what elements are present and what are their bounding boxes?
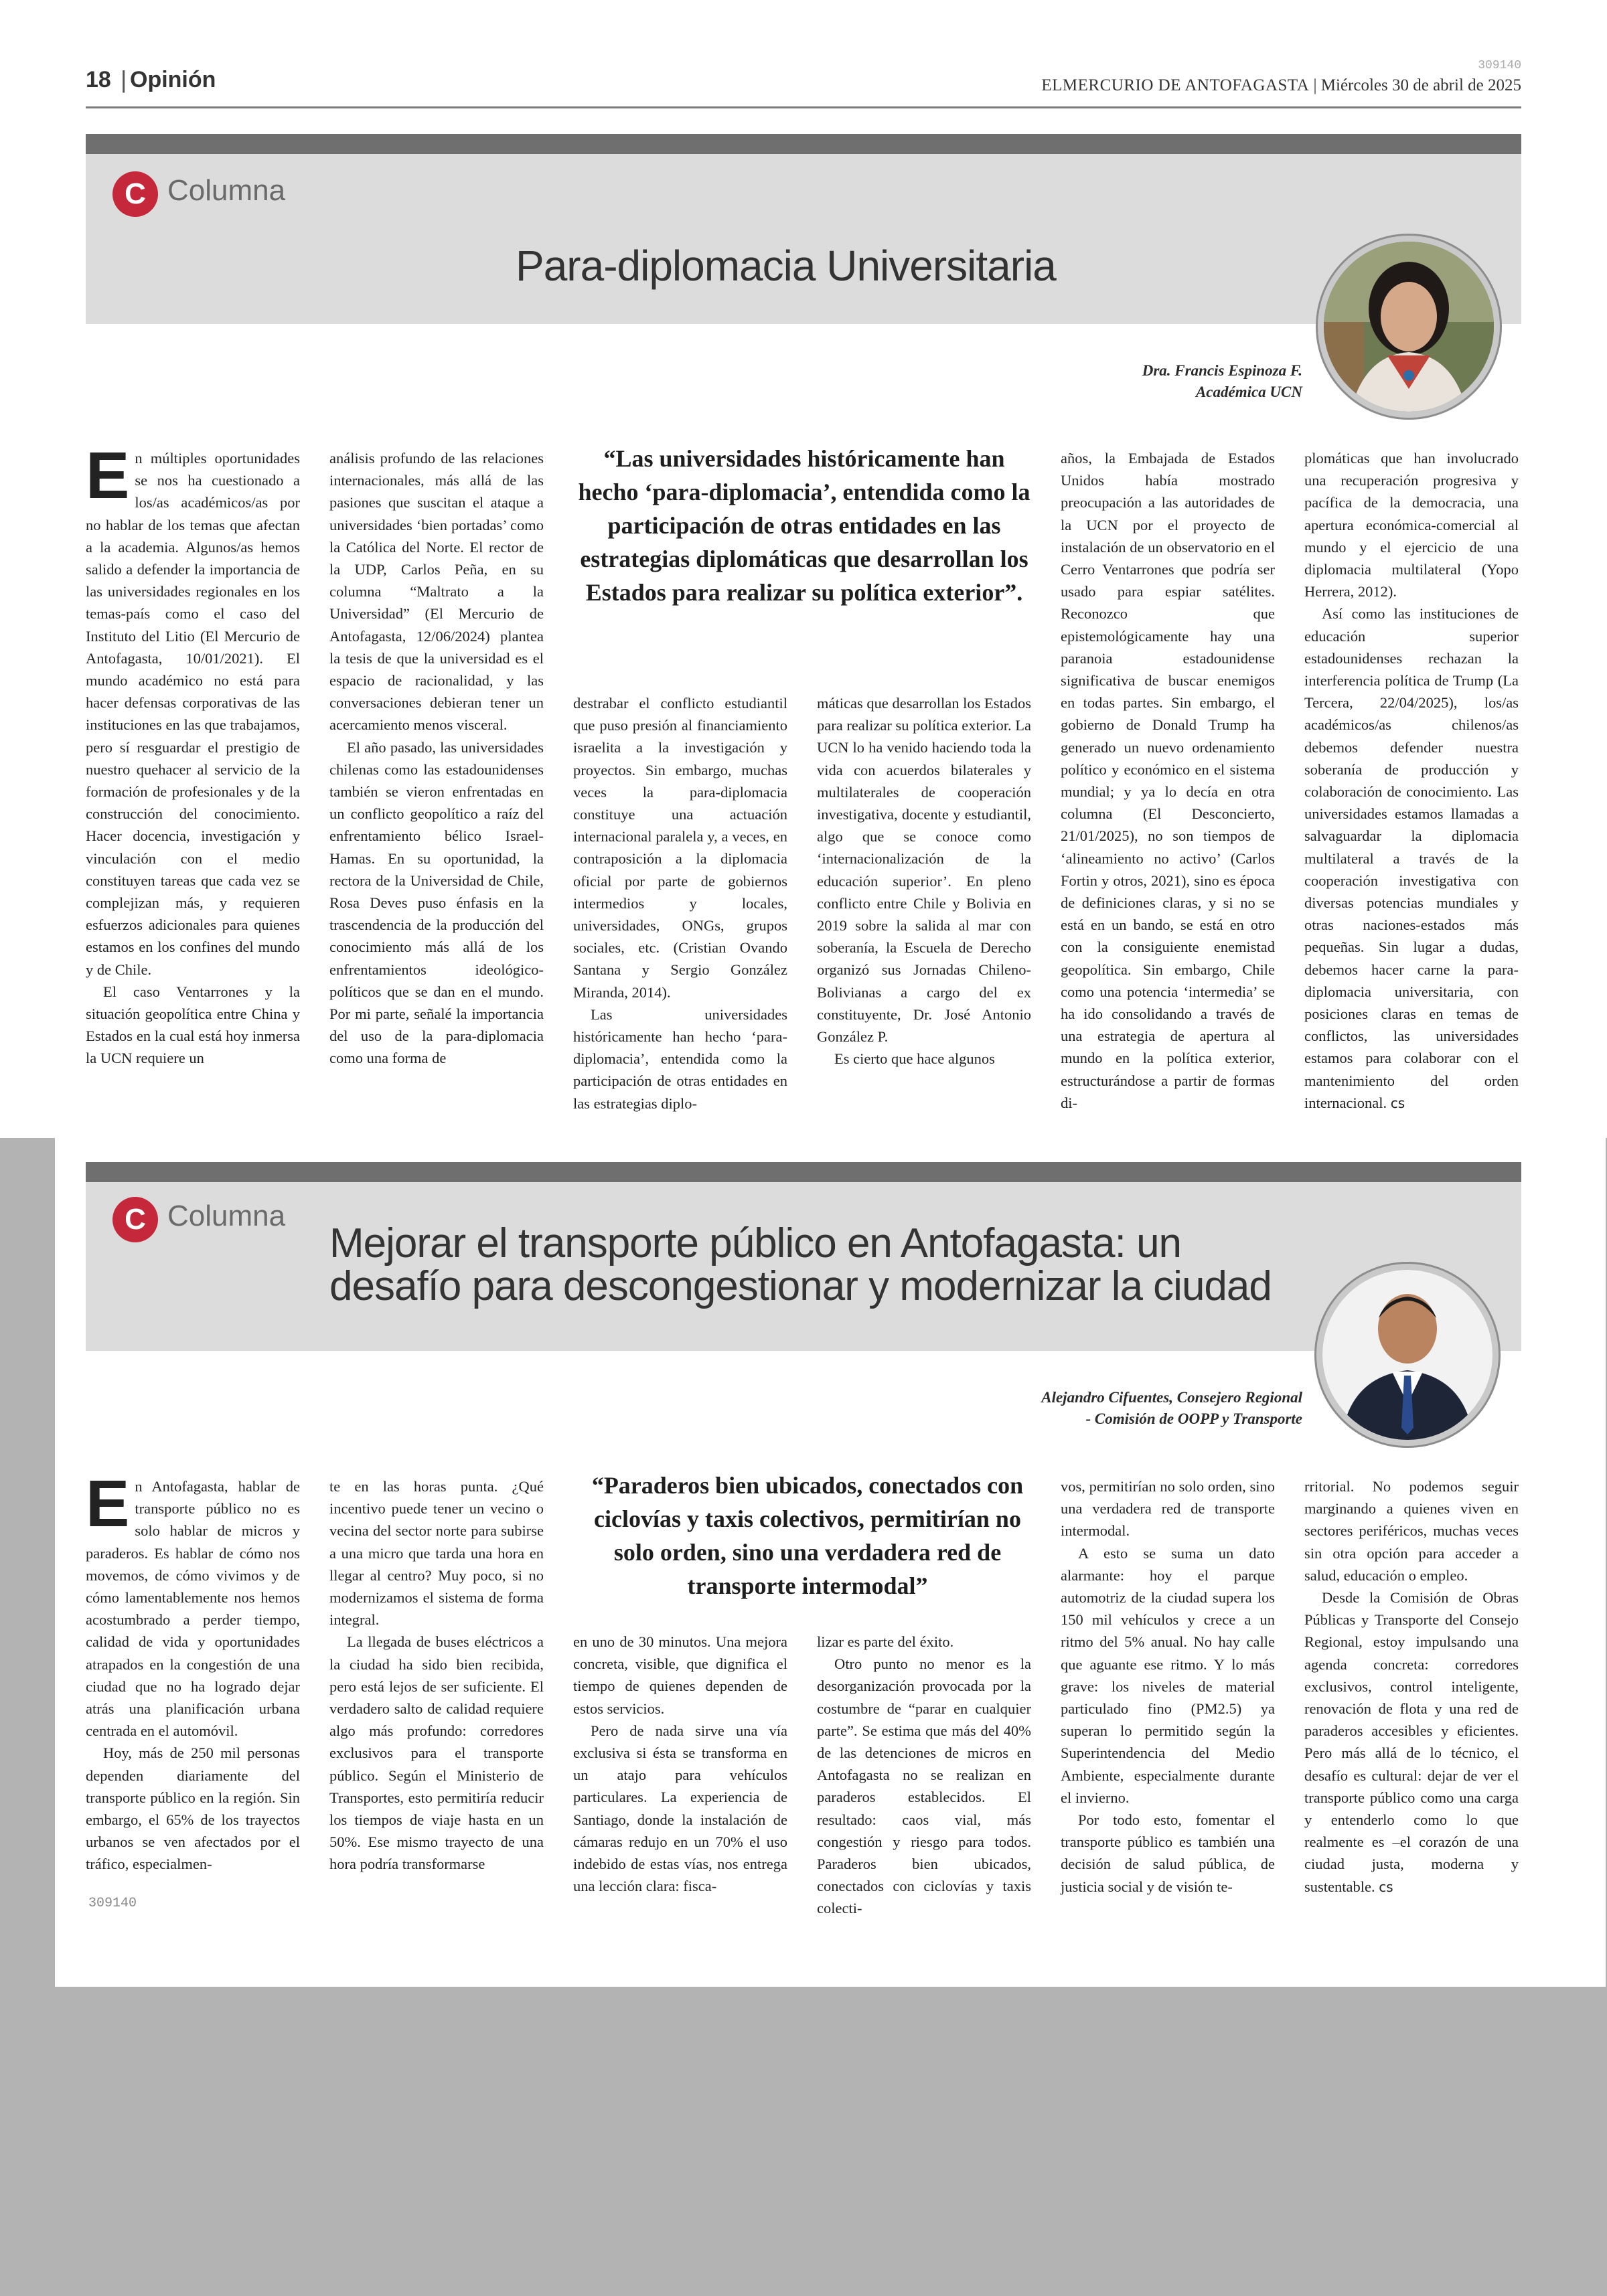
article2-column-3 — [573, 1631, 787, 1897]
article2-pullquote: “Paraderos bien ubicados, conectados con ciclovías y taxis colectivos, permitirían no solo orden, sino una verdadera red de transporte intermodal” — [591, 1472, 1024, 1599]
paragraph: El año pasado, las universidades chilenas como las estadounidenses también se vieron enfrentadas en un conflicto geopolítico a raíz del enfrentamiento bélico Israel-Hamas. En su oportunidad, la rectora de la Universidad de Chile, Rosa Deves puso énfasis en la trascendencia de la producción del conocimiento más allá de los enfrentamientos ideológico-políticos que se dan en el mundo. Por mi parte, señalé la importancia del uso de la para-diplomacia como una forma de — [329, 738, 544, 1067]
paragraph: Por todo esto, fomentar el transporte público es también una decisión de salud pública, de justicia social y de visión te- — [1061, 1811, 1275, 1895]
article2-column-6 — [1304, 1475, 1519, 1898]
title-band-bar — [86, 134, 1521, 154]
author-role: Académica UCN — [1195, 384, 1302, 400]
paragraph: vos, permitirían no solo orden, sino una verdadera red de transporte intermodal. — [1061, 1478, 1275, 1540]
article2-title — [329, 1222, 1272, 1308]
author-portrait-2 — [1316, 1264, 1499, 1446]
footer-serial: 309140 — [88, 1896, 137, 1911]
dropcap: E — [86, 1467, 130, 1540]
paragraph: plomáticas que han involucrado una recuperación progresiva y pacífica de la democracia, una apertura económica-comercial al mundo y el ejercicio de una diplomacia multilateral (Yopo Herrera, 2012). — [1304, 450, 1519, 600]
article2-title-band — [86, 1162, 1521, 1351]
article2-column-5 — [1061, 1475, 1275, 1898]
author-name: Dra. Francis Espinoza F. — [1142, 362, 1302, 379]
paragraph-text: Así como las instituciones de educación superior estadounidenses rechazan la interferencia política de Trump (La Tercera, 22/04/2025), los/as académicos/as chilenos/as debemos defender nuestra soberanía de producción y colaboración de conocimiento. Las universidades estamos llamadas a salvaguardar la diplomacia multilateral a través de la cooperación investigativa con diversas potencias mundiales y otras naciones-estados más pequeñas. Sin lugar a dudas, debemos hacer carne la para-diplomacia universitaria, con posiciones claras en temas de conflictos, las universidades estamos para colaborar con el mantenimiento del orden internacional. — [1304, 605, 1519, 1111]
publication-line — [1041, 76, 1521, 95]
paragraph: análisis profundo de las relaciones internacionales, más allá de las pasiones que suscitan el ataque a universidades ‘bien portadas’ como la Católica del Norte. El rector de la UDP, Carlos Peña, en su columna “Maltrato a la Universidad” (El Mercurio de Antofagasta, 12/06/2024) plantea la tesis de que la universidad es el espacio de racionalidad, y las conversaciones debieran tener un acercamiento menos visceral. — [329, 450, 544, 734]
paragraph: Otro punto no menor es la desorganización provocada por la costumbre de “parar en cualquier parte”. Se estima que más del 40% de las detenciones de micros en Antofagasta no se realizan en paraderos establecidos. El resultado: caos vial, más congestión y riesgo para todos. Paraderos bien ubicados, conectados con ciclovías y taxis colecti- — [817, 1655, 1031, 1917]
end-mark-icon: cs — [1379, 1878, 1393, 1895]
article1-byline — [1142, 360, 1302, 403]
column-label: Columna — [167, 1200, 286, 1232]
page-number: 18 — [86, 67, 111, 92]
paragraph — [86, 438, 300, 981]
article1-column-1 — [86, 438, 300, 1070]
paragraph: La llegada de buses eléctricos a la ciudad ha sido bien recibida, pero está lejos de ser suficiente. El verdadero salto de calidad requiere algo más profundo: corredores exclusivos para el transporte público. Según el Ministerio de Transportes, esto permitiría reducir los tiempos de viaje hasta en un 50%. Ese mismo trayecto de una hora podría transformarse — [329, 1633, 544, 1873]
publication-date: | Miércoles 30 de abril de 2025 — [1313, 76, 1521, 94]
article2-title-line-2: desafío para descongestionar y modernizar la ciudad — [329, 1263, 1272, 1309]
article1-column-4 — [817, 692, 1031, 1070]
article1-title-band — [86, 134, 1521, 324]
dropcap: E — [86, 438, 130, 512]
portrait-man-icon — [1322, 1270, 1493, 1440]
article2-column-4 — [817, 1631, 1031, 1920]
article1-column-2 — [329, 447, 544, 1070]
column-badge-icon: C — [112, 1197, 158, 1242]
author-role: - Comisión de OOPP y Transporte — [1085, 1410, 1302, 1427]
article1-column-6 — [1304, 447, 1519, 1115]
paragraph: en uno de 30 minutos. Una mejora concreta, visible, que dignifica el tiempo de quienes dependen de estos servicios. — [573, 1633, 787, 1717]
header-separator: | — [121, 66, 127, 93]
paragraph: Pero de nada sirve una vía exclusiva si ésta se transforma en un atajo para vehículos particulares. La experiencia de Santiago, donde la instalación de cámaras redujo en un 70% el uso indebido de estas vías, nos entrega una lección clara: fisca- — [573, 1722, 787, 1895]
article1-column-3 — [573, 692, 787, 1115]
paragraph: Las universidades históricamente han hecho ‘para-diplomacia’, entendida como la participación de otras entidades en las estrategias diplo- — [573, 1005, 787, 1112]
article2-column-1 — [86, 1467, 300, 1876]
paragraph — [1304, 602, 1519, 1115]
column-badge-icon: C — [112, 171, 158, 217]
paragraph: destrabar el conflicto estudiantil que puso presión al financiamiento israelita a la investigación y proyectos. Sin embargo, muchas veces la para-diplomacia constituye una actuación internacional paralela y, a veces, en contraposición a la diplomacia oficial por parte de gobiernos intermedios y locales, universidades, ONGs, grupos sociales, etc. (Cristian Ovando Santana y Sergio González Miranda, 2014). — [573, 695, 787, 1001]
paragraph-text: n Antofagasta, hablar de transporte público no es solo hablar de micros y paraderos. Es hablar de cómo nos movemos, de cómo vivimos y de cómo lamentablemente nos hemos acostumbrado a perder tiempo, calidad de vida y oportunidades atrapados en la congestión de una ciudad que no ha logrado dejar atrás una planificación urbana centrada en el automóvil. — [86, 1478, 300, 1740]
end-mark-icon: cs — [1390, 1094, 1405, 1111]
paragraph-text: n múltiples oportunidades se nos ha cuestionado a los/as académicos/as por no hablar de los temas que afectan a la academia. Algunos/as hemos salido a defender la importancia de las universidades regionales en los temas-país como el caso del Instituto del Litio (El Mercurio de Antofagasta, 10/01/2021). El mundo académico no está para hacer defensas corporativas de las instituciones en las que trabajamos, pero sí resguardar el prestigio de nuestro quehacer al servicio de la formación de profesionales y de la construcción del conocimiento. Hacer docencia, investigación y vinculación con el medio constituyen tareas que cada vez se complejizan más, y requieren esfuerzos adicionales para quienes estamos en los confines del mundo y de Chile. — [86, 450, 300, 978]
header-serial: 309140 — [1478, 59, 1521, 72]
paragraph — [86, 1467, 300, 1742]
author-portrait-1 — [1318, 236, 1500, 418]
publication-name: ELMERCURIO DE ANTOFAGASTA — [1041, 76, 1310, 94]
paragraph: te en las horas punta. ¿Qué incentivo puede tener un vecino o vecina del sector norte para subirse a una micro que tarda una hora en llegar al centro? Muy poco, si no modernizamos el sistema de forma integral. — [329, 1478, 544, 1629]
article2-title-line-1: Mejorar el transporte público en Antofagasta: un — [329, 1220, 1182, 1266]
portrait-woman-icon — [1324, 242, 1494, 412]
paragraph: A esto se suma un dato alarmante: hoy el parque automotriz de la ciudad supera los 150 mil vehículos y crece a un ritmo del 5% anual. No hay calle que aguante ese ritmo. Y lo más grave: los niveles de material particulado fino (PM2.5) ya superan lo permitido según la Superintendencia del Medio Ambiente, especialmente durante el invierno. — [1061, 1544, 1275, 1806]
article1-pullquote: “Las universidades históricamente han hecho ‘para-diplomacia’, entendida como la participación de otras entidades en las estrategias diplomáticas que desarrollan los Estados para realizar su política exterior”. — [578, 445, 1030, 606]
paragraph — [1304, 1586, 1519, 1898]
article2-byline — [1041, 1387, 1302, 1430]
page-header — [86, 59, 1521, 108]
paragraph: máticas que desarrollan los Estados para realizar su política exterior. La UCN lo ha venido haciendo toda la vida con acuerdos bilaterales y multilaterales de cooperación investigativa, docente y estudiantil, algo que se conoce como ‘internacionalización de la educación superior’. En pleno conflicto entre Chile y Bolivia en 2019 sobre la salida al mar con soberanía, la Escuela de Derecho organizó sus Jornadas Chileno-Bolivianas a cargo del ex constituyente, Dr. José Antonio González P. — [817, 695, 1031, 1046]
author-name: Alejandro Cifuentes, Consejero Regional — [1041, 1389, 1302, 1406]
article1-title: Para-diplomacia Universitaria — [516, 242, 1056, 290]
title-band-bar — [86, 1162, 1521, 1182]
article2-column-2 — [329, 1475, 544, 1876]
paragraph: El caso Ventarrones y la situación geopolítica entre China y Estados en la cual está hoy inmersa la UCN requiere un — [86, 983, 300, 1067]
paragraph: Hoy, más de 250 mil personas dependen diariamente del transporte público en la región. Sin embargo, el 65% de los trayectos urbanos se ven afectados por el tráfico, especialmen- — [86, 1744, 300, 1873]
paragraph: Es cierto que hace algunos — [834, 1050, 995, 1068]
paragraph: rritorial. No podemos seguir marginando a quienes viven en sectores periféricos, muchas veces sin otra opción para acceder a salud, educación o empleo. — [1304, 1478, 1519, 1584]
paragraph: años, la Embajada de Estados Unidos había mostrado preocupación a las autoridades de la UCN por el proyecto de instalación de un observatorio en el Cerro Ventarrones que podría ser usado para espiar satélites. Reconozco que epistemológicamente hay una paranoia estadounidense significativa de buscar enemigos en todas partes. Sin embargo, el gobierno de Donald Trump ha generado un nuevo ordenamiento político y económico en el sistema mundial; y ya lo decía en otra columna (El Desconcierto, 21/01/2025), no son tiempos de ‘alineamiento no activo’ (Carlos Fortin y otros, 2021), sino es época de definiciones claras, y si no se está en un bando, se está en otro con la consiguiente enemistad geopolítica. Sin embargo, Chile como una potencia ‘intermedia’ se ha ido consolidando a través de una estrategia de apertura al mundo en la política exterior, estructurándose a partir de formas di- — [1061, 450, 1275, 1111]
section-name: Opinión — [130, 67, 216, 92]
paragraph: lizar es parte del éxito. — [817, 1633, 954, 1650]
column-label: Columna — [167, 174, 286, 207]
article1-column-5 — [1061, 447, 1275, 1114]
paragraph-text: Desde la Comisión de Obras Públicas y Transporte del Consejo Regional, estoy impulsando una agenda concreta: corredores exclusivos, control inteligente, renovación de flota y una red de paraderos accesibles y eficientes. Pero más allá de lo técnico, el desafío es cultural: dejar de ver el transporte público como una carga y entenderlo como lo que realmente es –el corazón de una ciudad justa, moderna y sustentable. — [1304, 1589, 1519, 1895]
